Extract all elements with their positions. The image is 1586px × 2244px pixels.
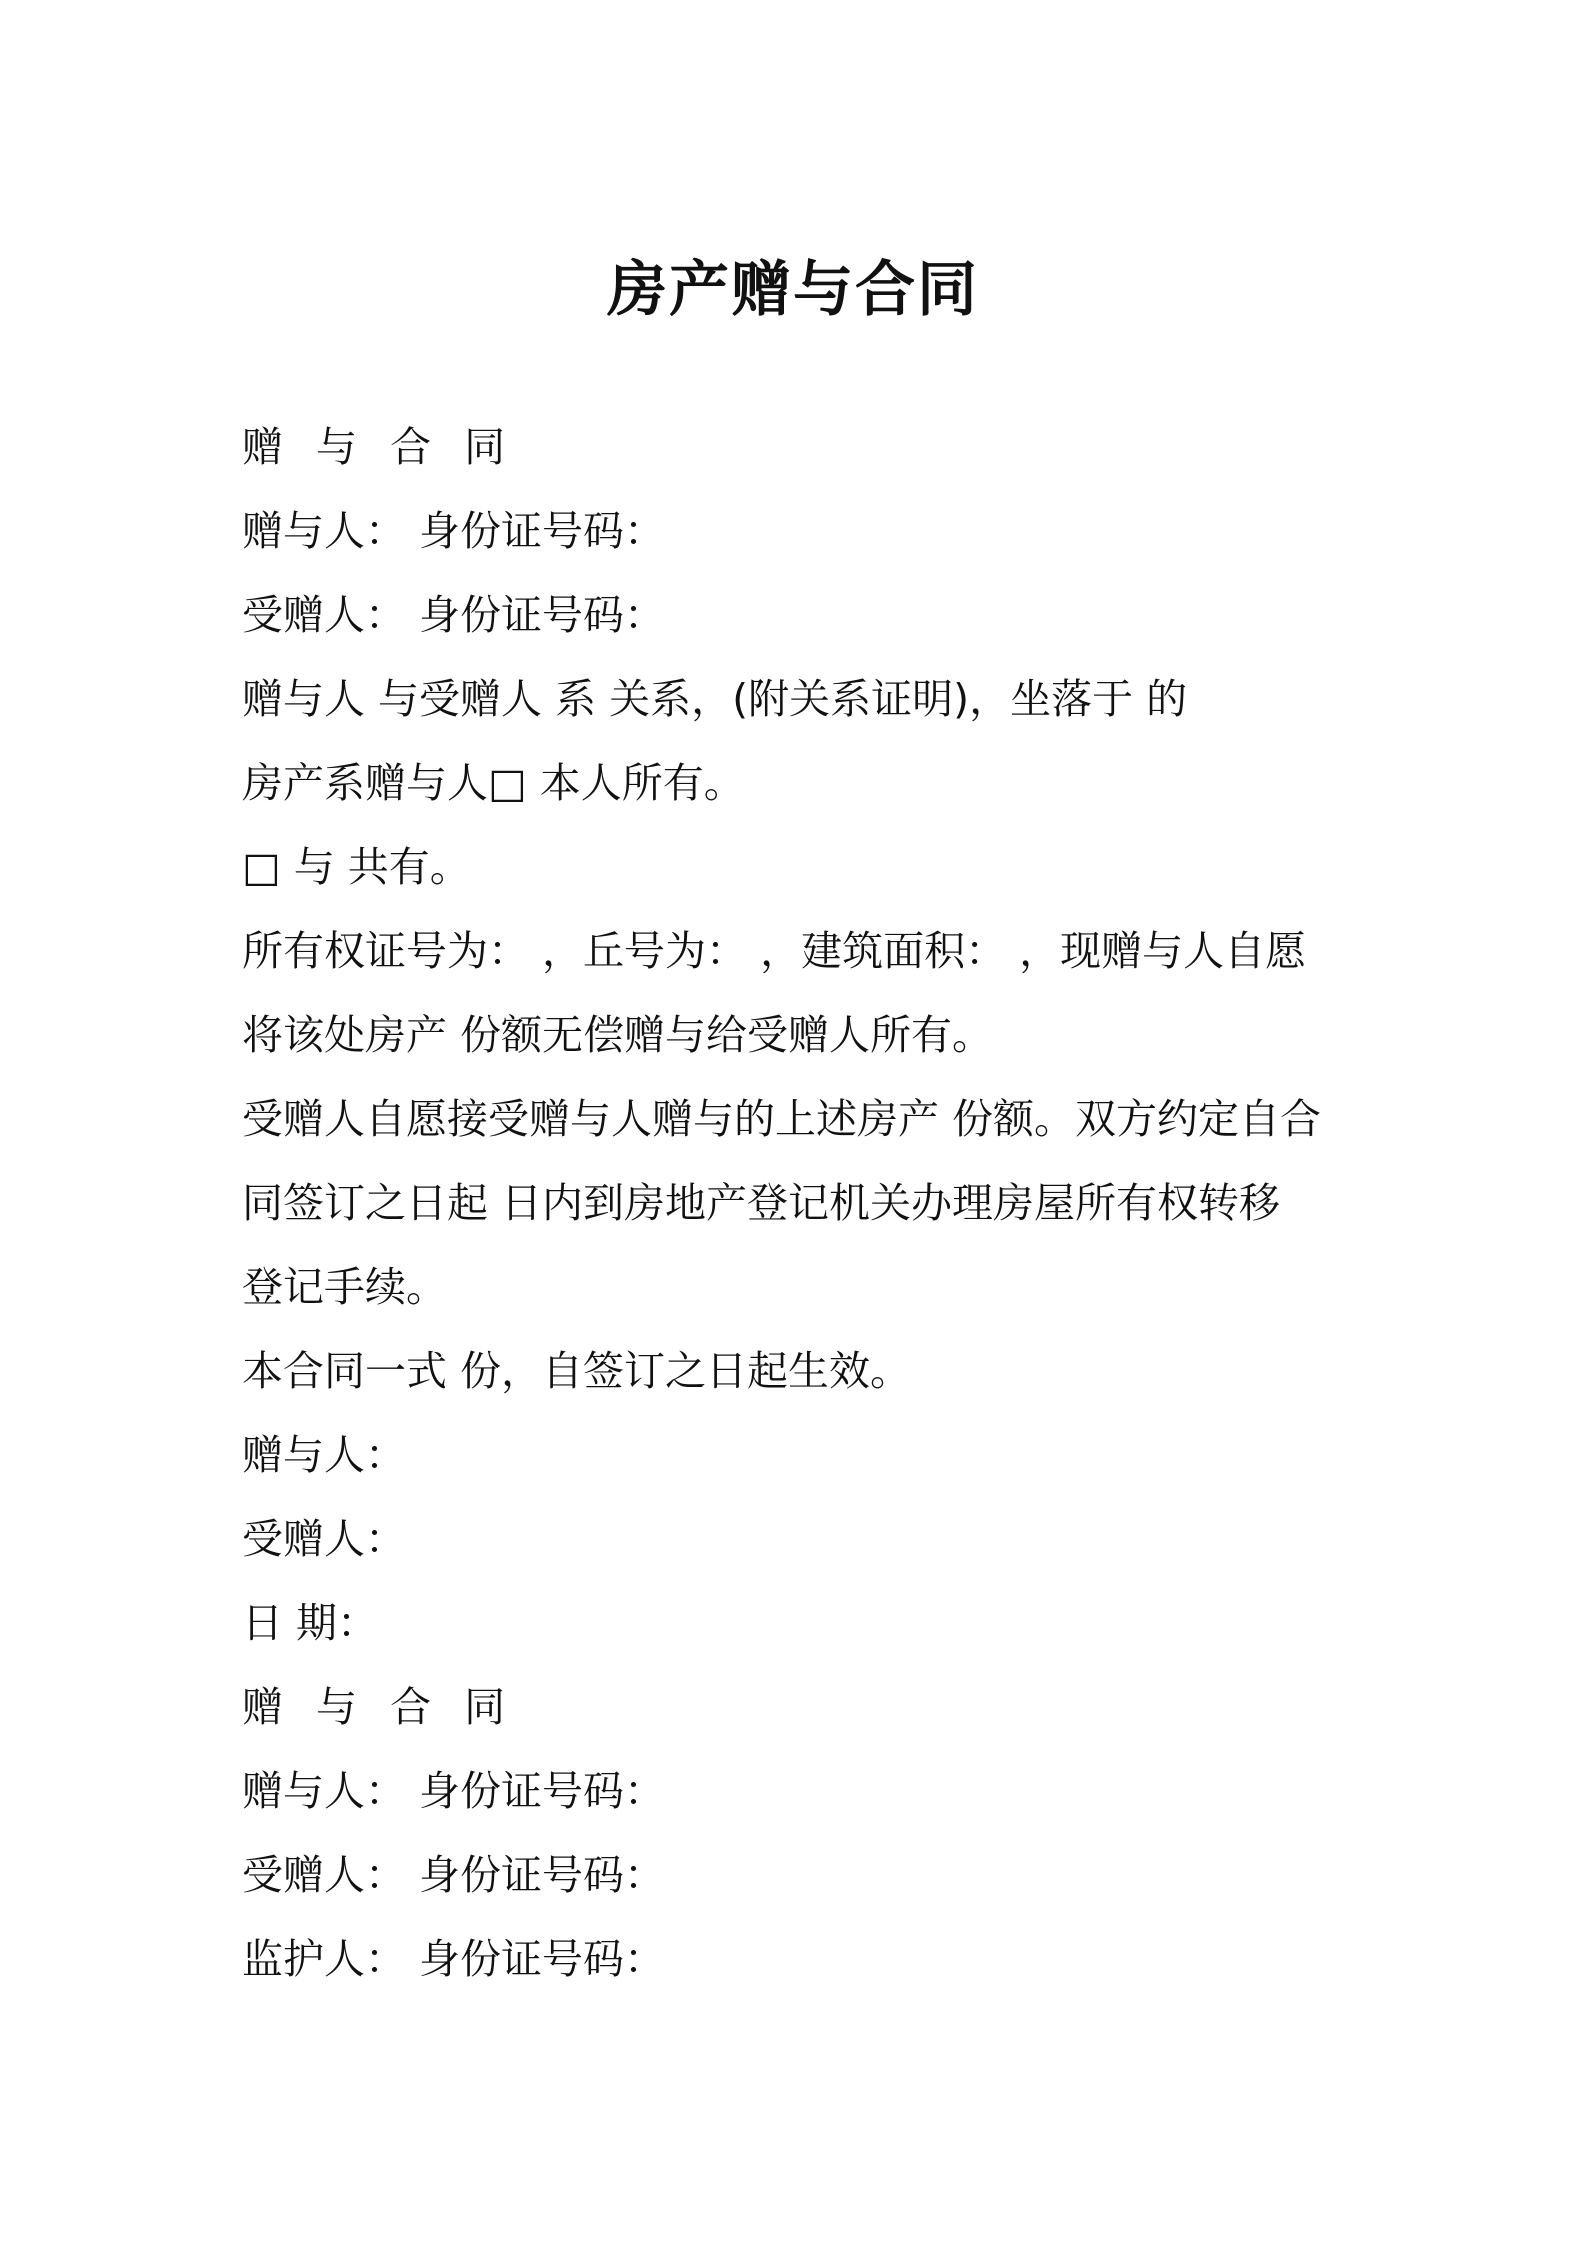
document-body xyxy=(242,405,1362,2001)
donor-id-line: 赠与人： 身份证号码： xyxy=(242,507,666,555)
guardian-id-line: 监护人： 身份证号码： xyxy=(242,1935,666,1983)
document-title: 房产赠与合同 xyxy=(607,255,979,325)
relationship-line: 赠与人 与受赠人 系 关系，(附关系证明)，坐落于 的 xyxy=(242,675,1188,723)
donor-signature-line: 赠与人： xyxy=(242,1431,406,1479)
co-ownership-line: □ 与 共有。 xyxy=(242,843,471,891)
registration-line: 同签订之日起 日内到房地产登记机关办理房屋所有权转移 xyxy=(242,1179,1281,1227)
donor-id-line: 赠与人： 身份证号码： xyxy=(242,1767,666,1815)
gift-share-line: 将该处房产 份额无偿赠与给受赠人所有。 xyxy=(242,1011,994,1059)
certificate-line: 所有权证号为： ，丘号为： ，建筑面积： ，现赠与人自愿 xyxy=(242,927,1307,975)
registration-line-end: 登记手续。 xyxy=(242,1263,447,1311)
date-line: 日 期： xyxy=(242,1599,379,1647)
section-heading: 赠 与 合 同 xyxy=(242,1683,516,1731)
ownership-line: 房产系赠与人□ 本人所有。 xyxy=(242,759,745,807)
donee-id-line: 受赠人： 身份证号码： xyxy=(242,1851,666,1899)
section-heading: 赠 与 合 同 xyxy=(242,423,516,471)
donee-signature-line: 受赠人： xyxy=(242,1515,406,1563)
copies-line: 本合同一式 份，自签订之日起生效。 xyxy=(242,1347,912,1395)
donee-id-line: 受赠人： 身份证号码： xyxy=(242,591,666,639)
acceptance-line: 受赠人自愿接受赠与人赠与的上述房产 份额。双方约定自合 xyxy=(242,1095,1322,1143)
